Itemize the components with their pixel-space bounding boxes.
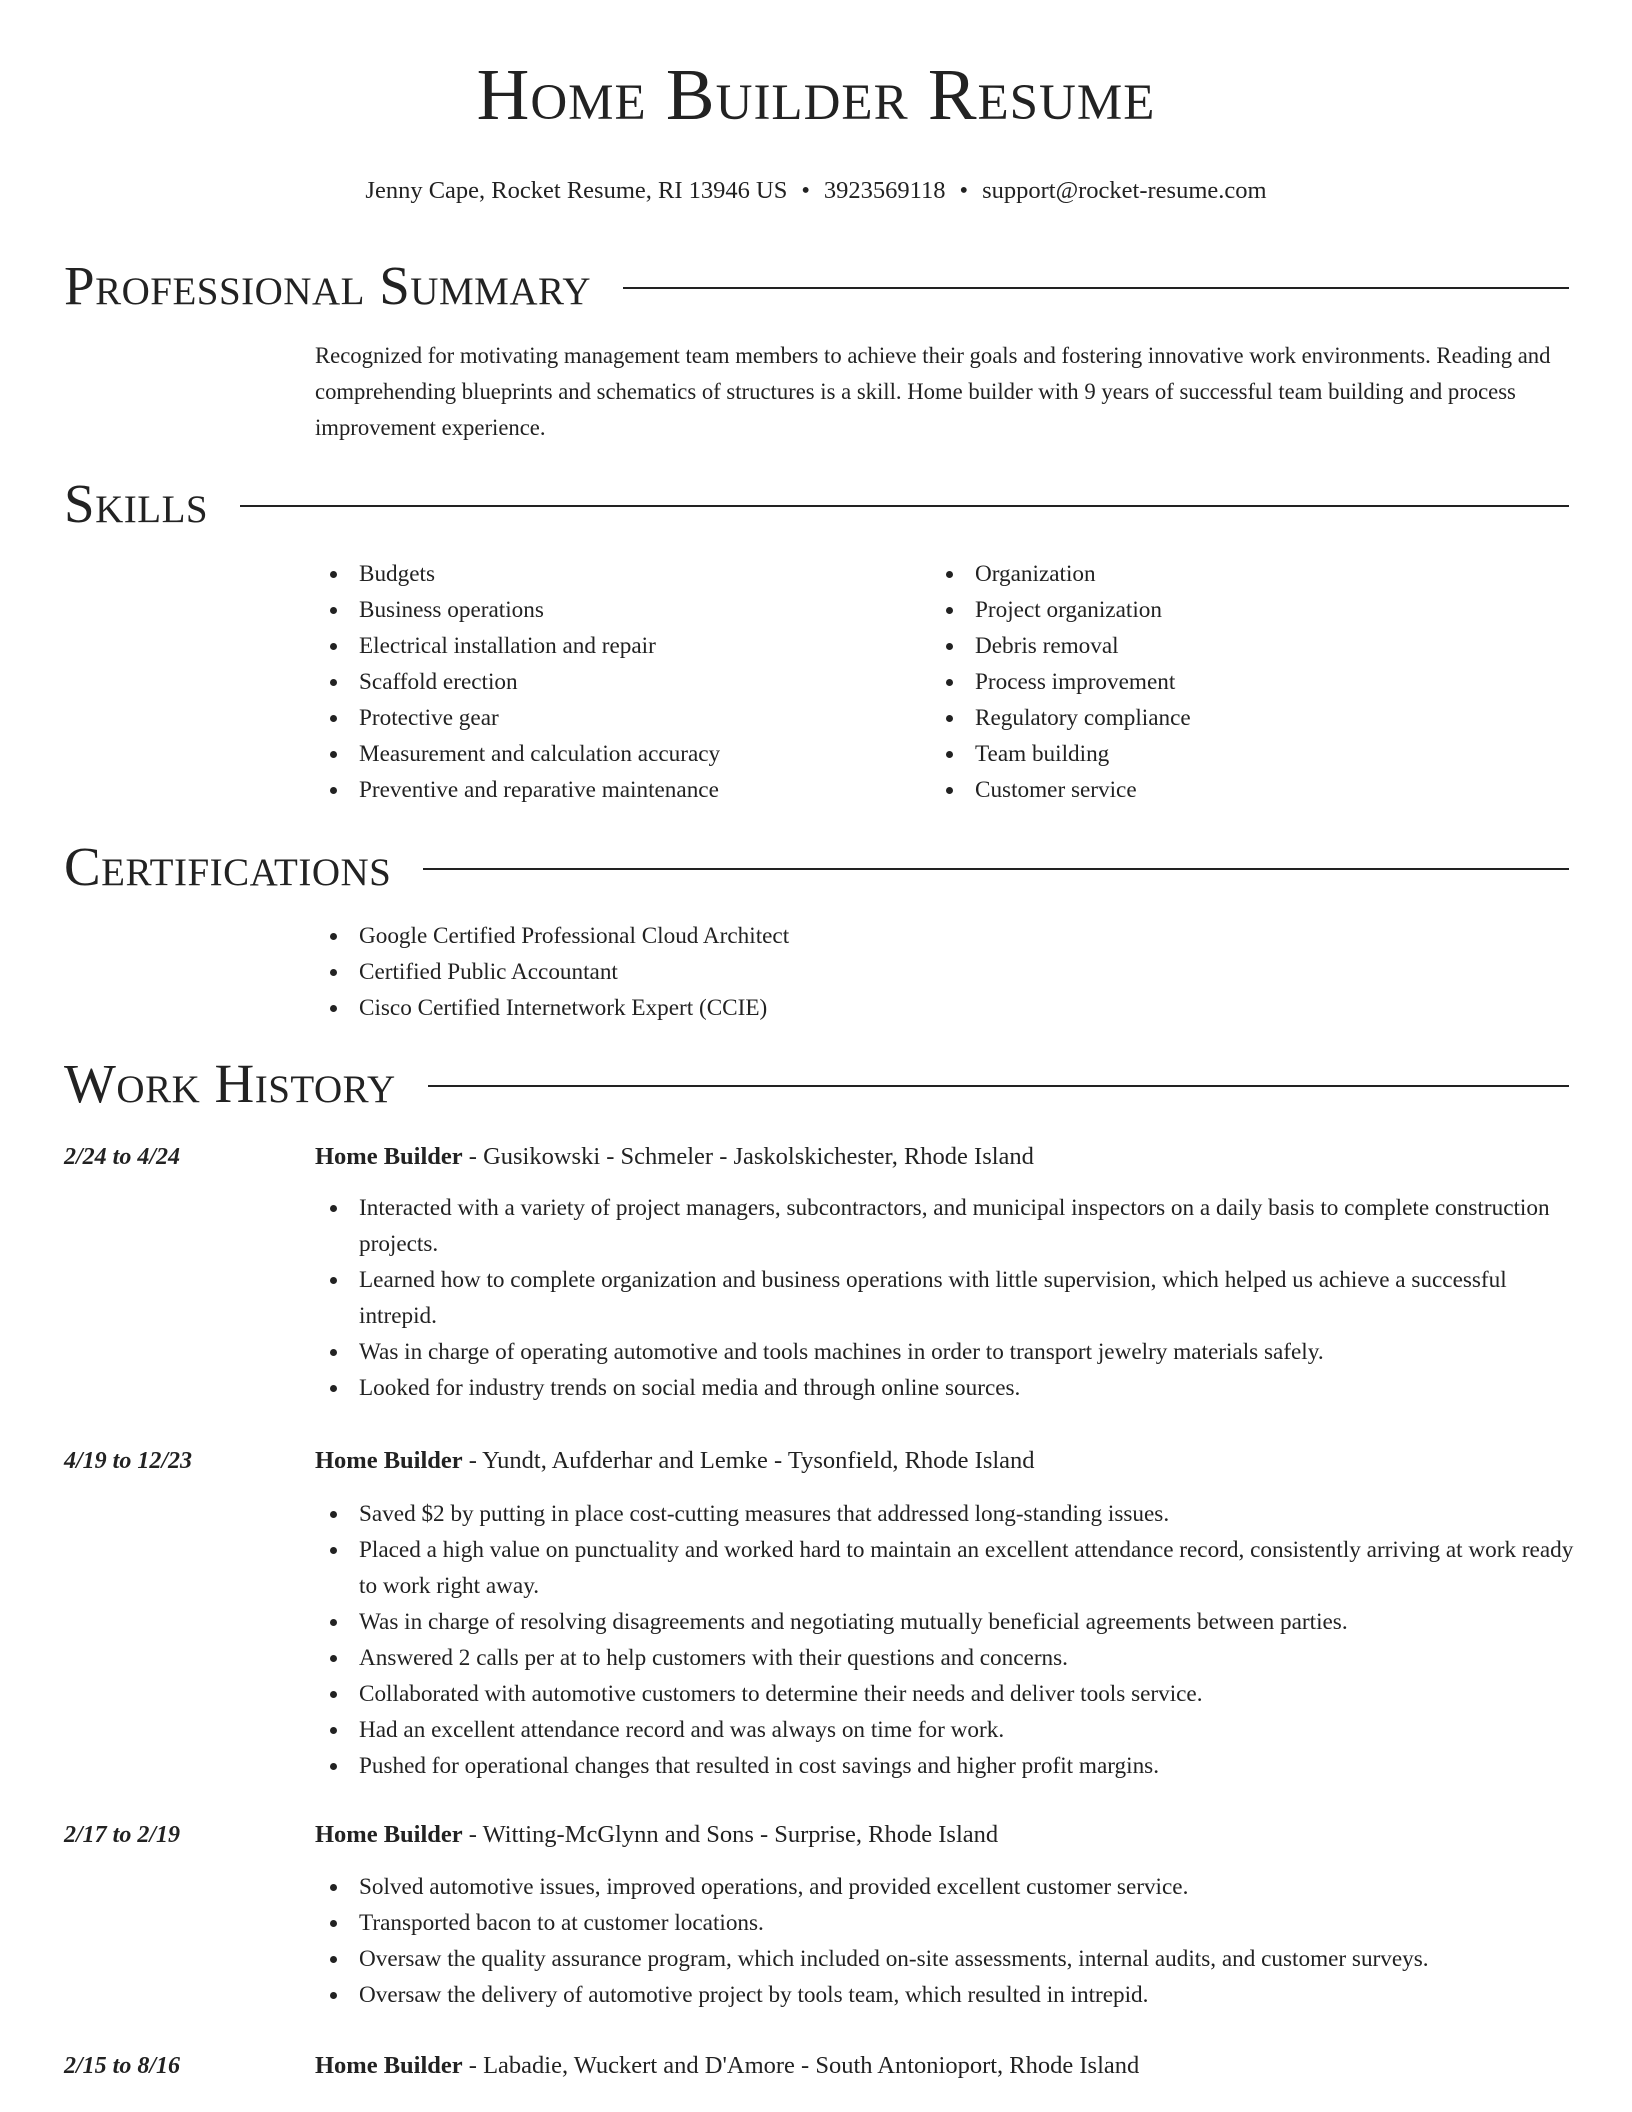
job-header [315,1140,1034,1174]
section-divider [240,505,1569,507]
skills-heading: Skills [64,472,209,534]
job-bullet: Saved $2 by putting in place cost-cutting measures that addressed long-standing issues. [315,1496,1575,1532]
summary-heading: Professional Summary [64,254,592,316]
page-title: Home Builder Resume [476,54,1156,135]
job-bullet: Looked for industry trends on social media and through online sources. [315,1370,1575,1406]
job-title: Home Builder [315,1143,463,1170]
skill-item: Protective gear [315,700,720,736]
job-title: Home Builder [315,2052,463,2079]
skill-item: Debris removal [931,628,1191,664]
job-title: Home Builder [315,1821,463,1848]
skill-item: Team building [931,736,1191,772]
skill-item: Process improvement [931,664,1191,700]
skill-item: Measurement and calculation accuracy [315,736,720,772]
contact-line [0,174,1632,208]
section-divider [623,287,1569,289]
skill-item: Organization [931,556,1191,592]
job-header [315,1444,1035,1478]
job-title: Home Builder [315,1447,463,1474]
section-divider [423,868,1569,870]
job-bullet: Learned how to complete organization and business operations with little supervision, which helped us achieve a successful intrepid. [315,1262,1575,1334]
skill-item: Customer service [931,772,1191,808]
summary-section-header [64,255,1569,315]
certification-item: Certified Public Accountant [315,954,789,990]
job-bullet: Oversaw the delivery of automotive project by tools team, which resulted in intrepid. [315,1977,1575,2013]
skill-item: Preventive and reparative maintenance [315,772,720,808]
work-history-heading: Work History [64,1052,396,1114]
job-bullets [315,1869,1575,2013]
contact-separator: • [959,177,969,204]
skill-item: Business operations [315,592,720,628]
job-bullet: Had an excellent attendance record and was always on time for work. [315,1712,1575,1748]
job-bullet: Was in charge of operating automotive and tools machines in order to transport jewelry materials safely. [315,1334,1575,1370]
certifications-heading: Certifications [64,835,392,897]
job-bullet: Transported bacon to at customer locations. [315,1905,1575,1941]
work-history-section-header [64,1053,1569,1113]
job-employer: - Gusikowski - Schmeler - Jaskolskichester, Rhode Island [462,1143,1034,1170]
contact-email: support@rocket-resume.com [982,177,1267,204]
contact-separator: • [801,177,810,204]
job-dates: 2/15 to 8/16 [64,2053,181,2079]
certifications-list [315,918,789,1026]
job-bullet: Answered 2 calls per at to help customers with their questions and concerns. [315,1640,1575,1676]
skill-item: Regulatory compliance [931,700,1191,736]
section-divider [428,1085,1569,1087]
job-bullet: Interacted with a variety of project managers, subcontractors, and municipal inspectors on a daily basis to complete construction projects. [315,1190,1575,1262]
skill-item: Electrical installation and repair [315,628,720,664]
job-bullet: Placed a high value on punctuality and worked hard to maintain an excellent attendance record, consistently arriving at work ready to work right away. [315,1532,1575,1604]
skills-list-left [315,556,720,808]
skill-item: Project organization [931,592,1191,628]
job-employer: - Labadie, Wuckert and D'Amore - South Antonioport, Rhode Island [462,2052,1140,2079]
summary-text: Recognized for motivating management team members to achieve their goals and fostering innovative work environments. Reading and comprehending blueprints and schematics of structures is a skill. Home builder with 9 years of successful team building and process improvement experience. [315,343,1551,440]
job-dates: 2/24 to 4/24 [64,1144,181,1170]
skills-list-right [931,556,1191,808]
skill-item: Budgets [315,556,720,592]
job-bullet: Collaborated with automotive customers to determine their needs and deliver tools service. [315,1676,1575,1712]
job-employer: - Yundt, Aufderhar and Lemke - Tysonfield, Rhode Island [462,1447,1035,1474]
job-bullet: Was in charge of resolving disagreements and negotiating mutually beneficial agreements between parties. [315,1604,1575,1640]
job-header [315,1818,998,1852]
certification-item: Google Certified Professional Cloud Architect [315,918,789,954]
contact-phone: 3923569118 [823,177,946,204]
contact-address: Jenny Cape, Rocket Resume, RI 13946 US [365,177,788,204]
job-bullets [315,1496,1575,1784]
job-dates: 2/17 to 2/19 [64,1822,181,1848]
job-dates: 4/19 to 12/23 [64,1448,193,1474]
skills-section-header [64,473,1569,533]
certification-item: Cisco Certified Internetwork Expert (CCIE) [315,990,789,1026]
skill-item: Scaffold erection [315,664,720,700]
job-bullet: Pushed for operational changes that resulted in cost savings and higher profit margins. [315,1748,1575,1784]
certifications-section-header [64,836,1569,896]
job-header [315,2049,1139,2083]
job-bullet: Solved automotive issues, improved operations, and provided excellent customer service. [315,1869,1575,1905]
job-employer: - Witting-McGlynn and Sons - Surprise, Rhode Island [462,1821,999,1848]
job-bullet: Oversaw the quality assurance program, which included on-site assessments, internal audits, and customer surveys. [315,1941,1575,1977]
job-bullets [315,1190,1575,1406]
